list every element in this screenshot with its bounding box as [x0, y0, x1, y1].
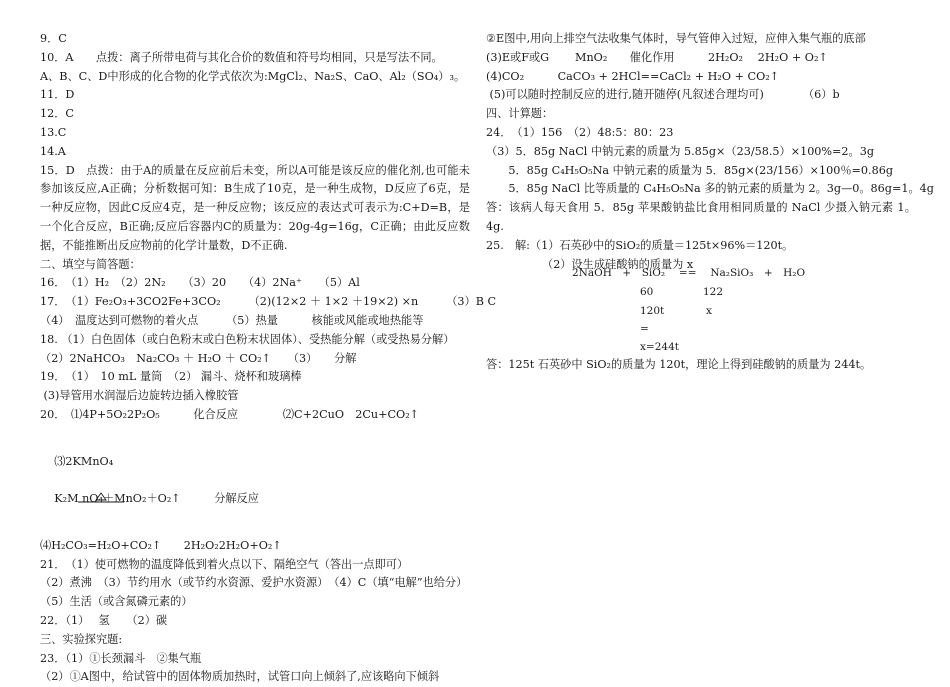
answer-16: 16． （1）H₂ （2）2N₂ （3）20 （4）2Na⁺ （5）Al [40, 276, 360, 290]
ratio-result: x=244t [640, 341, 679, 353]
answer-10: 10．A 点拨：离子所带电荷与其化合价的数值和符号均相同，只是写法不同。 [40, 50, 443, 64]
answer-19-cont: (3)导管用水润湿后边旋转边插入橡胶管 [40, 389, 239, 403]
answer-10-detail: A、B、C、D中形成的化合物的化学式依次为:MgCl₂、Na₂S、CaO、Al₂（SO₄）₃。 [40, 69, 466, 83]
ratio-122: 122 [703, 286, 724, 298]
answer-22: 22．（1） 氢 （2）碳 [40, 613, 168, 627]
answer-23-part5: (5)可以随时控制反应的进行,随开随停(凡叙述合理均可) （6）b [486, 88, 840, 102]
answer-21: 21． （1）使可燃物的温度降低到着火点以下、隔绝空气（答出一点即可） [40, 557, 409, 571]
ratio-equals: = [640, 323, 649, 335]
answer-18-cont: （2）2NaHCO₃ Na₂CO₃ ＋ H₂O ＋ CO₂↑ （3） 分解 [40, 351, 357, 365]
answer-23-part2: （2）①A图中，给试管中的固体物质加热时，试管口向上倾斜了,应该略向下倾斜 [40, 670, 440, 684]
answer-23: 23．（1）①长颈漏斗 ②集气瓶 [40, 651, 202, 665]
answer-24-conclusion: 答：该病人每天食用 5．85g 苹果酸钠盐比食用相同质量的 NaCl 少摄入钠元素 1。4g. [486, 201, 916, 233]
answer-12: 12．C [40, 107, 74, 121]
answer-25-part2: （2）设生成硅酸钠的质量为 x [542, 257, 694, 271]
heat-triangle-icon [54, 473, 104, 487]
answer-25-conclusion: 答：125t 石英砂中 SiO₂的质量为 120t，理论上得到硅酸钠的质量为 244t。 [486, 358, 872, 371]
answer-17-cont: （4） 温度达到可燃物的着火点 （5）热量 核能或风能或地热能等 [40, 313, 424, 327]
answer-24-calc3: 5．85g NaCl 比等质量的 C₄H₅O₅Na 多的钠元素的质量为 2。3g—0。86g=1。4g [486, 182, 934, 196]
answer-18: 18. （1）白色固体（或白色粉末或白色粉末状固体）、受热能分解（或受热易分解） [40, 332, 455, 346]
answer-19: 19． （1） 10 mL 量筒 （2） 漏斗、烧杯和玻璃棒 [40, 370, 302, 384]
ratio-x: x [706, 305, 712, 317]
ratio-60: 60 [640, 286, 654, 298]
answer-20-part4: ⑷H₂CO₃=H₂O+CO₂↑ 2H₂O₂2H₂O+O₂↑ [40, 538, 282, 552]
equation-line: 2NaOH + SiO₂ == Na₂SiO₃ + H₂O [572, 267, 806, 279]
ratio-120t: 120t [640, 305, 665, 317]
answer-21-part5: （5）生活（或含氮磷元素的） [40, 595, 193, 609]
answer-11: 11．D [40, 88, 75, 102]
section-2-heading: 二、填空与简答题： [40, 257, 141, 271]
kmno4-label: ⑶2KMnO₄ [54, 454, 114, 468]
answer-20-part3 [40, 434, 470, 528]
answer-24-calc2: 5．85g C₄H₅O₅Na 中钠元素的质量为 5．85g×(23/156）×100％=0.86g [486, 163, 893, 177]
answer-24: 24． （1）156 （2）48:5：80：23 [486, 125, 674, 139]
answer-23-point2: ②E图中,用向上排空气法收集气体时，导气管伸入过短，应伸入集气瓶的底部 [486, 32, 866, 45]
answer-14: 14.A [40, 144, 66, 158]
answer-21-cont: （2）煮沸 （3）节约用水（或节约水资源、爱护水资源） （4）C（填“电解”也给分） [40, 576, 468, 590]
right-column [486, 30, 934, 274]
answer-24-part3: （3）5．85g NaCl 中钠元素的质量为 5.85g×（23/58.5）×100%=2。3g [486, 144, 875, 158]
answer-23-part4: (4)CO₂ CaCO₃ + 2HCl==CaCl₂ + H₂O + CO₂↑ [486, 69, 780, 83]
left-column [40, 30, 497, 687]
answer-20: 20． ⑴4P+5O₂2P₂O₅ 化合反应 ⑵C+2CuO 2Cu+CO₂↑ [40, 407, 420, 421]
answer-23-part3: (3)E或F或G MnO₂ 催化作用 2H₂O₂ 2H₂O + O₂↑ [486, 50, 828, 64]
kmno4-products: K₂M nO₄＋MnO₂＋O₂↑ 分解反应 [54, 492, 259, 506]
answer-15: 15．D 点拨：由于A的质量在反应前后未变，所以A可能是该反应的催化剂,也可能未参加该反应,A正确；分析数据可知：B生成了10克，是一种生成物，D反应了6克，是一种反应物，因此C反应4克，是一种反应物；该反应的表达式可表示为:C+D=B，是一个化合反应，B正确;反应后容器内C的质量为：20g-4g=16g，C正确；由此反应数据，不能推断出反应物前的化学计量数，D不正确. [40, 163, 470, 252]
answer-13: 13.C [40, 125, 67, 139]
section-3-heading: 三、实验探究题: [40, 632, 123, 646]
answer-25: 25. 解:（1）石英砂中的SiO₂的质量＝125t×96%＝120t。 [486, 238, 794, 252]
section-4-heading: 四、计算题： [486, 107, 554, 121]
answer-17: 17． （1）Fe₂O₃+3CO2Fe+3CO₂ （2)(12×2 ＋ 1×2 ＋19×2) ×n （3）B C [40, 295, 497, 309]
answer-9: 9．C [40, 32, 67, 45]
